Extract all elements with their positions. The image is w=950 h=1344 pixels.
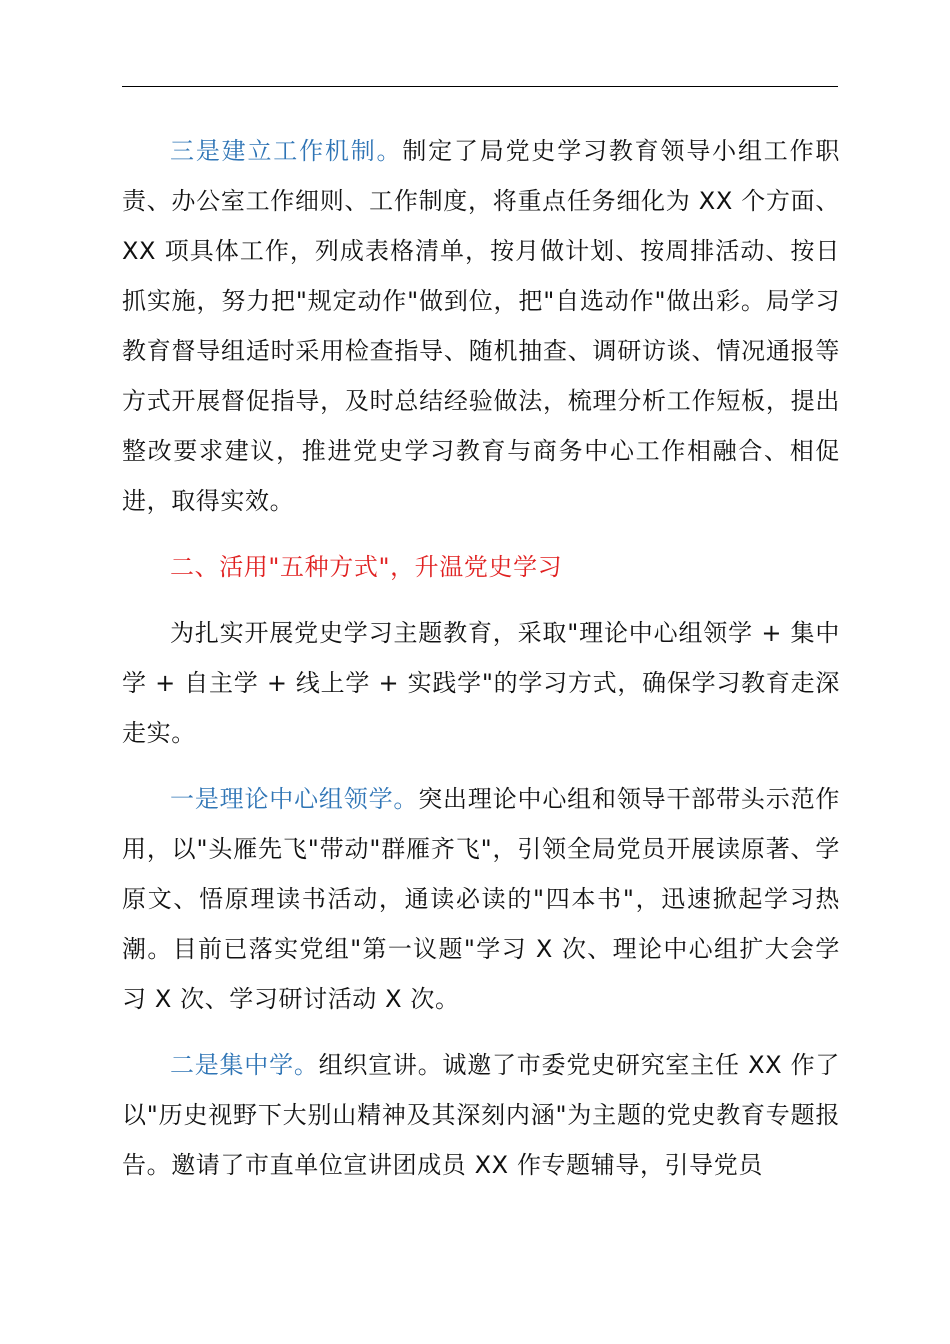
paragraph-text: 组织宣讲。诚邀了市委党史研究室主任 XX 作了以"历史视野下大别山精神及其深刻内涵"为主题的党史教育专题报告。邀请了市直单位宣讲团成员 XX 作专题辅导，引导党员 [122, 1051, 840, 1179]
paragraph-lead: 二是集中学。 [170, 1051, 319, 1079]
paragraph-theory-group [122, 774, 840, 1024]
header-rule [122, 86, 838, 87]
paragraph-lead: 一是理论中心组领学。 [170, 785, 419, 813]
paragraph-text: 突出理论中心组和领导干部带头示范作用，以"头雁先飞"带动"群雁齐飞"，引领全局党员开展读原著、学原文、悟原理读书活动，通读必读的"四本书"，迅速掀起学习热潮。目前已落实党组"第一议题"学习 X 次、理论中心组扩大会学习 X 次、学习研讨活动 X 次。 [122, 785, 841, 1013]
paragraph-work-mechanism [122, 126, 840, 526]
paragraph-centralized-study [122, 1040, 840, 1190]
document-body [122, 126, 840, 1206]
section-heading: 二、活用"五种方式"，升温党史学习 [170, 553, 563, 581]
paragraph-text: 为扎实开展党史学习主题教育，采取"理论中心组领学 + 集中学 + 自主学 + 线上学 + 实践学"的学习方式，确保学习教育走深走实。 [122, 619, 840, 747]
paragraph-lead: 三是建立工作机制。 [170, 137, 403, 165]
paragraph-intro [122, 608, 840, 758]
paragraph-text: 制定了局党史学习教育领导小组工作职责、办公室工作细则、工作制度，将重点任务细化为 XX 个方面、XX 项具体工作，列成表格清单，按月做计划、按周排活动、按日抓实施，努力把"规定动作"做到位，把"自选动作"做出彩。局学习教育督导组适时采用检查指导、随机抽查、调研访谈、情况通报等方式开展督促指导，及时总结经验做法，梳理分析工作短板，提出整改要求建议，推进党史学习教育与商务中心工作相融合、相促进，取得实效。 [122, 137, 840, 515]
